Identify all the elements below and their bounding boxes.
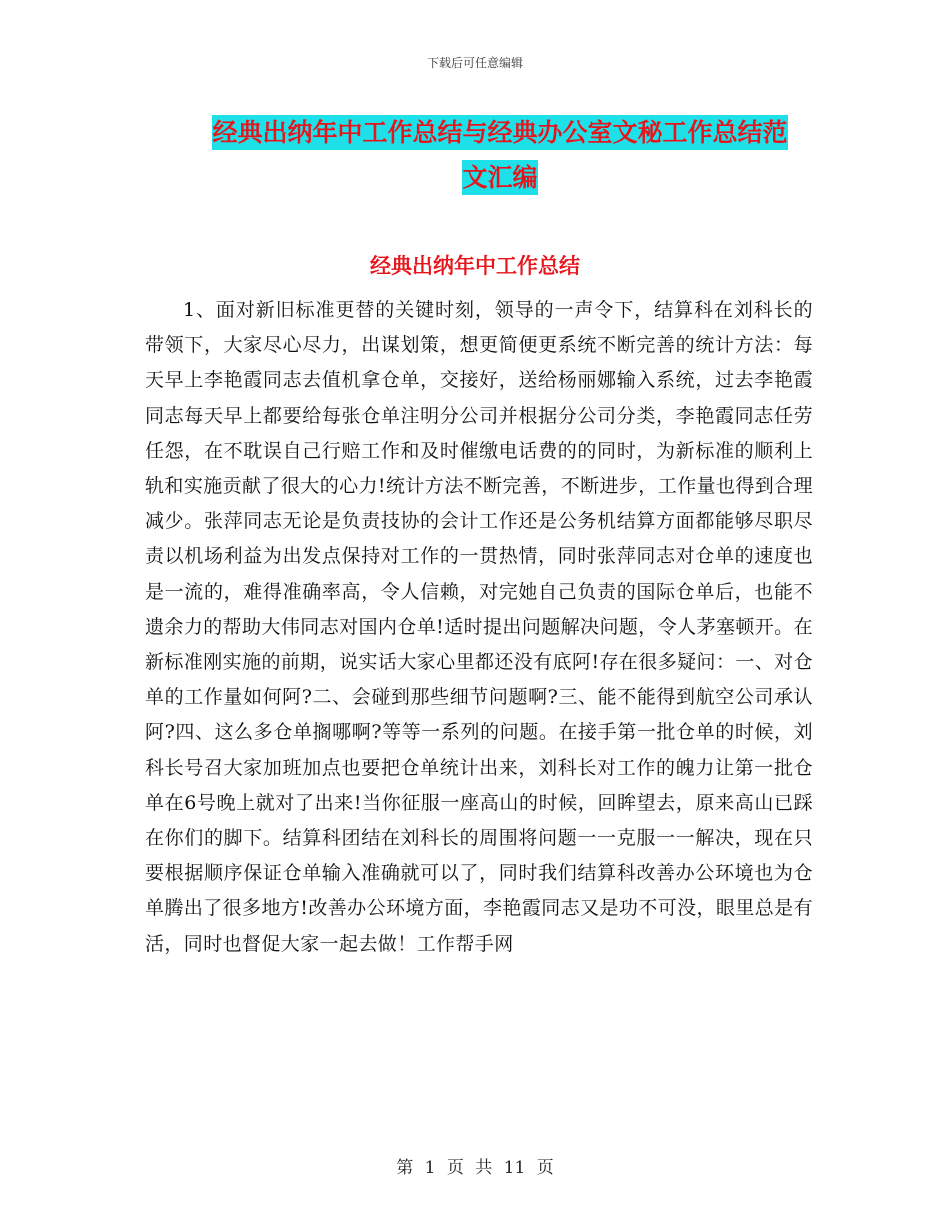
document-title-line-1: 经典出纳年中工作总结与经典办公室文秘工作总结范 xyxy=(212,115,787,150)
document-title xyxy=(150,110,850,200)
document-title-line-2: 文汇编 xyxy=(462,160,537,195)
body-paragraph: 1、面对新旧标准更替的关键时刻，领导的一声令下，结算科在刘科长的带领下，大家尽心尽力，出谋划策，想更简便更系统不断完善的统计方法：每天早上李艳霞同志去值机拿仓单，交接好，送给杨丽娜输入系统，过去李艳霞同志每天早上都要给每张仓单注明分公司并根据分公司分类，李艳霞同志任劳任怨，在不耽误自己行赔工作和及时催缴电话费的的同时，为新标准的顺利上轨和实施贡献了很大的心力!统计方法不断完善，不断进步，工作量也得到合理减少。张萍同志无论是负责技协的会计工作还是公务机结算方面都能够尽职尽责以机场利益为出发点保持对工作的一贯热情，同时张萍同志对仓单的速度也是一流的，难得准确率高，令人信赖，对完她自己负责的国际仓单后，也能不遗余力的帮助大伟同志对国内仓单!适时提出问题解决问题，令人茅塞顿开。在新标准刚实施的前期，说实话大家心里都还没有底阿!存在很多疑问：一、对仓单的工作量如何阿?二、会碰到那些细节问题啊?三、能不能得到航空公司承认阿?四、这么多仓单搁哪啊?等等一系列的问题。在接手第一批仓单的时候，刘科长号召大家加班加点也要把仓单统计出来，刘科长对工作的魄力让第一批仓单在6号晚上就对了出来!当你征服一座高山的时候，回眸望去，原来高山已踩在你们的脚下。结算科团结在刘科长的周围将问题一一克服一一解决，现在只要根据顺序保证仓单输入准确就可以了，同时我们结算科改善办公环境也为仓单腾出了很多地方!改善办公环境方面，李艳霞同志又是功不可没，眼里总是有活，同时也督促大家一起去做！工作帮手网 xyxy=(145,299,813,955)
page-footer-number: 第 1 页 共 11 页 xyxy=(396,1158,554,1178)
page-header-note: 下载后可任意编辑 xyxy=(426,56,523,70)
section-heading: 经典出纳年中工作总结 xyxy=(370,254,580,278)
